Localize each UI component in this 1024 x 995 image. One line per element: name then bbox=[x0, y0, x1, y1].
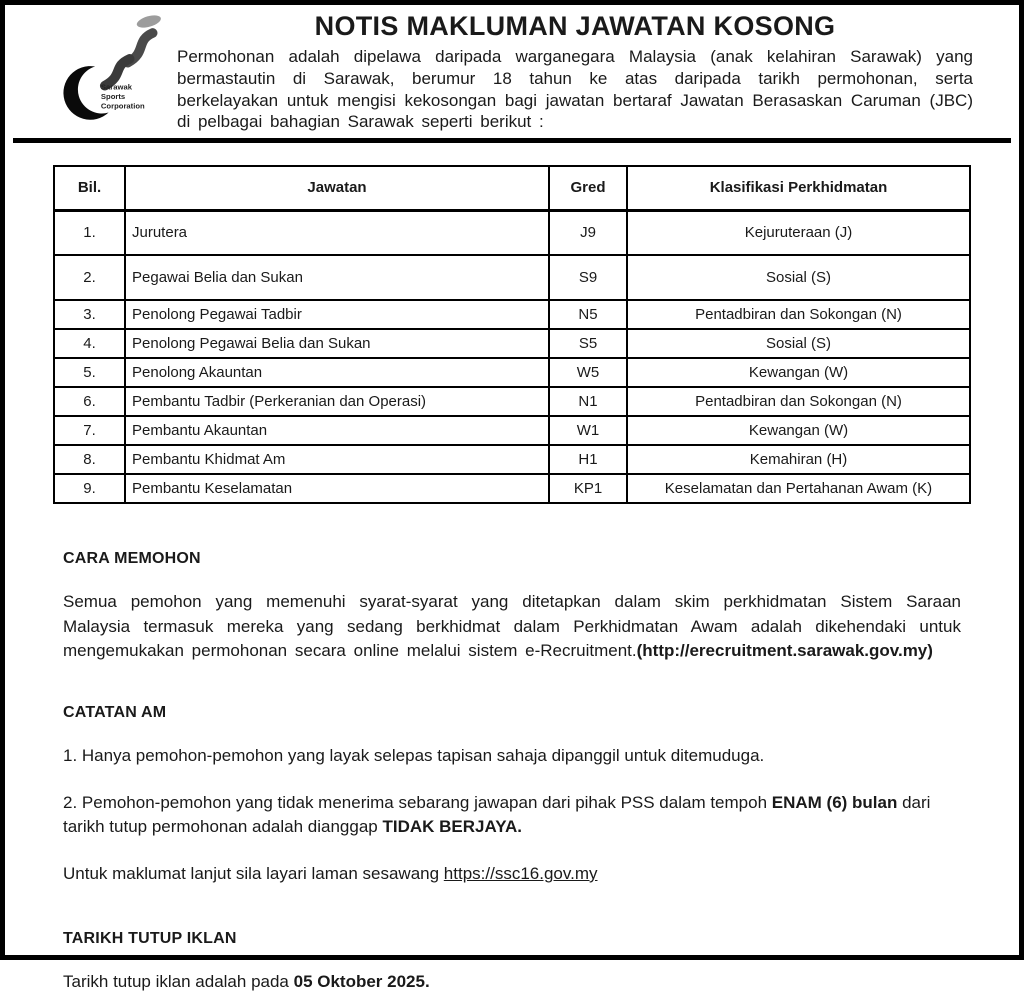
note2-text-1: 2. Pemohon-pemohon yang tidak menerima sebarang jawapan dari pihak PSS dalam tempoh bbox=[63, 792, 772, 812]
cell-bil: 1. bbox=[54, 210, 125, 255]
cell-bil: 9. bbox=[54, 474, 125, 503]
cell-gred: H1 bbox=[549, 445, 627, 474]
ssc-logo bbox=[53, 9, 171, 133]
cell-jawatan: Pegawai Belia dan Sukan bbox=[125, 255, 549, 300]
cara-memohon-paragraph bbox=[63, 590, 961, 664]
closing-date-value: 05 Oktober 2025. bbox=[293, 972, 430, 992]
cell-bil: 8. bbox=[54, 445, 125, 474]
cell-bil: 7. bbox=[54, 416, 125, 445]
cell-jawatan: Pembantu Tadbir (Perkeranian dan Operasi) bbox=[125, 387, 549, 416]
cell-jawatan: Penolong Pegawai Belia dan Sukan bbox=[125, 329, 549, 358]
tarikh-tutup-heading: TARIKH TUTUP IKLAN bbox=[63, 930, 237, 948]
header-text-block bbox=[171, 9, 973, 133]
cell-klasifikasi: Keselamatan dan Pertahanan Awam (K) bbox=[627, 474, 970, 503]
section-cara-memohon bbox=[63, 550, 961, 664]
cell-gred: W5 bbox=[549, 358, 627, 387]
intro-paragraph: Permohonan adalah dipelawa daripada warganegara Malaysia (anak kelahiran Sarawak) yang bermastautin di Sarawak, berumur 18 tahun ke atas daripada tarikh permohonan, serta berkelayakan untuk mengisi kekosongan bagi jawatan bertaraf Jawatan Berasaskan Caruman (JBC) di pelbagai bahagian Sarawak seperti berikut : bbox=[177, 47, 973, 132]
cell-klasifikasi: Kewangan (W) bbox=[627, 358, 970, 387]
page-title: NOTIS MAKLUMAN JAWATAN KOSONG bbox=[314, 11, 836, 41]
column-header-klasifikasi: Klasifikasi Perkhidmatan bbox=[627, 166, 970, 210]
cell-bil: 6. bbox=[54, 387, 125, 416]
table-header-row bbox=[54, 166, 970, 210]
header-divider bbox=[13, 138, 1011, 143]
cell-gred: N5 bbox=[549, 300, 627, 329]
column-header-gred: Gred bbox=[549, 166, 627, 210]
document-header bbox=[5, 5, 1019, 133]
ssc-logo-icon bbox=[53, 11, 168, 123]
cell-bil: 4. bbox=[54, 329, 125, 358]
cell-jawatan: Pembantu Akauntan bbox=[125, 416, 549, 445]
cell-klasifikasi: Kejuruteraan (J) bbox=[627, 210, 970, 255]
cell-gred: J9 bbox=[549, 210, 627, 255]
catatan-note-2 bbox=[63, 791, 961, 840]
cell-jawatan: Penolong Pegawai Tadbir bbox=[125, 300, 549, 329]
catatan-am-heading: CATATAN AM bbox=[63, 703, 167, 721]
cell-gred: S5 bbox=[549, 329, 627, 358]
cell-gred: KP1 bbox=[549, 474, 627, 503]
cell-klasifikasi: Sosial (S) bbox=[627, 329, 970, 358]
cell-jawatan: Pembantu Khidmat Am bbox=[125, 445, 549, 474]
cell-jawatan: Penolong Akauntan bbox=[125, 358, 549, 387]
cell-jawatan: Jurutera bbox=[125, 210, 549, 255]
table-row bbox=[54, 255, 970, 300]
cell-jawatan: Pembantu Keselamatan bbox=[125, 474, 549, 503]
catatan-note-1: 1. Hanya pemohon-pemohon yang layak selepas tapisan sahaja dipanggil untuk ditemuduga. bbox=[63, 745, 765, 765]
table-row bbox=[54, 300, 970, 329]
erecruitment-url: (http://erecruitment.sarawak.gov.my) bbox=[636, 641, 933, 661]
section-tarikh-tutup bbox=[63, 930, 961, 995]
cell-klasifikasi: Pentadbiran dan Sokongan (N) bbox=[627, 300, 970, 329]
ssc-website-link[interactable]: https://ssc16.gov.my bbox=[443, 863, 598, 883]
cell-klasifikasi: Pentadbiran dan Sokongan (N) bbox=[627, 387, 970, 416]
cell-gred: N1 bbox=[549, 387, 627, 416]
closing-date-line bbox=[63, 970, 961, 995]
note2-bold-tidak-berjaya: TIDAK BERJAYA. bbox=[382, 817, 522, 837]
table-row bbox=[54, 445, 970, 474]
table-row bbox=[54, 329, 970, 358]
table-row bbox=[54, 358, 970, 387]
cell-gred: W1 bbox=[549, 416, 627, 445]
vacancy-table bbox=[53, 165, 971, 504]
cara-memohon-heading: CARA MEMOHON bbox=[63, 550, 201, 567]
logo-text-line1: Sarawak bbox=[100, 82, 132, 92]
table-row bbox=[54, 474, 970, 503]
note2-text-2: dari tarikh tutup permohonan adalah dianggap bbox=[63, 792, 931, 837]
cell-bil: 3. bbox=[54, 300, 125, 329]
column-header-jawatan: Jawatan bbox=[125, 166, 549, 210]
column-header-bil: Bil. bbox=[54, 166, 125, 210]
more-info-text: Untuk maklumat lanjut sila layari laman sesawang bbox=[63, 863, 444, 883]
more-info-line bbox=[63, 862, 961, 887]
cell-klasifikasi: Sosial (S) bbox=[627, 255, 970, 300]
table-row bbox=[54, 416, 970, 445]
closing-date-text: Tarikh tutup iklan adalah pada bbox=[63, 972, 294, 992]
logo-text-line3: Corporation bbox=[100, 101, 145, 111]
cell-bil: 5. bbox=[54, 358, 125, 387]
table-row bbox=[54, 210, 970, 255]
vacancy-table-header bbox=[54, 166, 970, 210]
cara-memohon-text: Semua pemohon yang memenuhi syarat-syarat yang ditetapkan dalam skim perkhidmatan Sistem Saraan Malaysia termasuk mereka yang sedang berkhidmat dalam Perkhidmatan Awam adalah dikehendaki untuk mengemukakan permohonan secara online melalui sistem e-Recruitment. bbox=[63, 592, 961, 661]
logo-text-line2: Sports bbox=[100, 92, 126, 102]
note2-bold-enam-bulan: ENAM (6) bulan bbox=[771, 792, 898, 812]
cell-bil: 2. bbox=[54, 255, 125, 300]
section-catatan-am bbox=[63, 704, 961, 887]
table-row bbox=[54, 387, 970, 416]
cell-klasifikasi: Kemahiran (H) bbox=[627, 445, 970, 474]
cell-klasifikasi: Kewangan (W) bbox=[627, 416, 970, 445]
cell-gred: S9 bbox=[549, 255, 627, 300]
